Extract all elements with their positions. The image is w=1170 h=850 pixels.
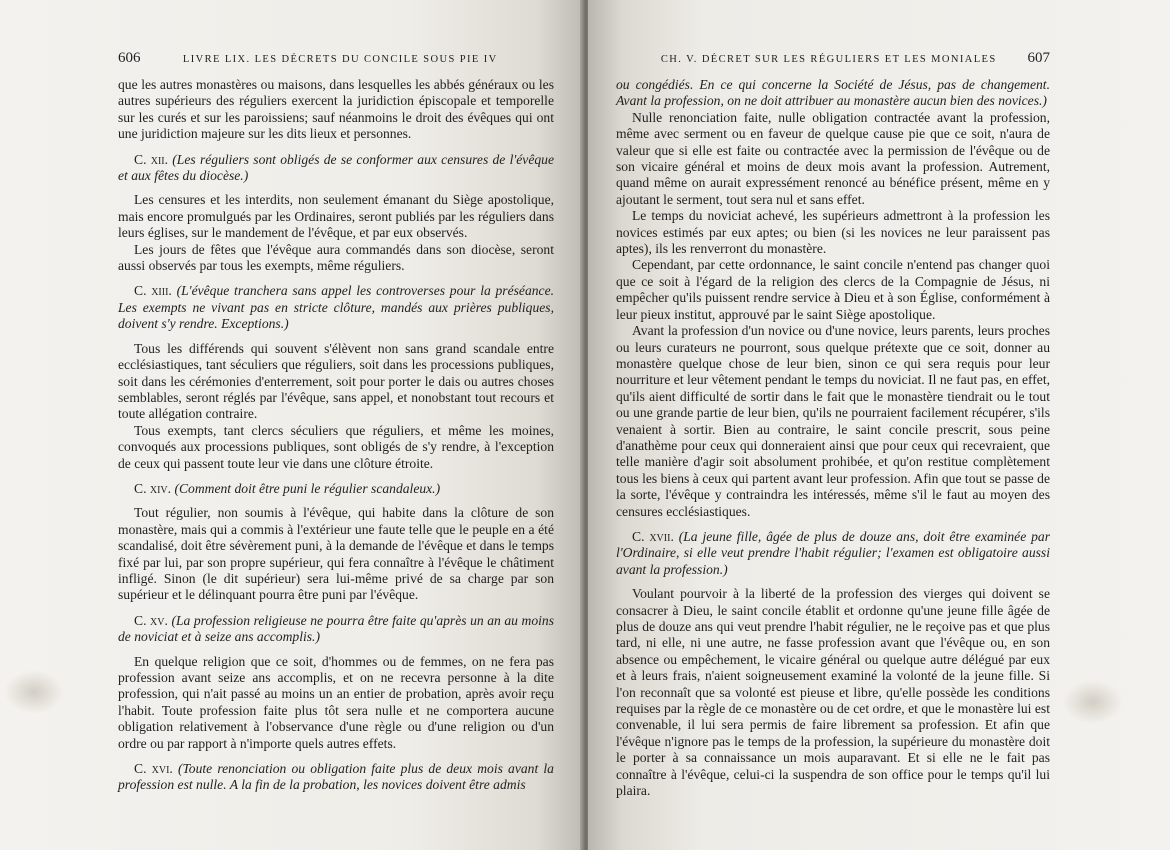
body-paragraph: Les jours de fêtes que l'évêque aura commandés dans son diocèse, seront aussi observés par tous les exempts, même réguliers. — [118, 241, 554, 274]
right-running-title: CH. V. DÉCRET SUR LES RÉGULIERS ET LES MONIALES — [660, 54, 997, 65]
left-page — [0, 0, 584, 850]
page-smudge — [4, 670, 64, 714]
canon-heading — [118, 761, 554, 794]
left-page-text — [118, 77, 554, 794]
page-smudge — [1063, 680, 1123, 724]
canon-number: C. xiii. — [134, 283, 172, 299]
canon-heading — [118, 613, 554, 646]
right-running-head — [616, 50, 1050, 67]
body-paragraph: Cependant, par cette ordonnance, le saint concile n'entend pas changer quoi que ce soit à l'égard de la religion des clercs de la Compagnie de Jésus, ni empêcher qu'ils puissent rendre service à Dieu et à son Église, conformément à leur pieux institut, approuvé par le saint Siège apostolique. — [616, 257, 1050, 322]
body-paragraph: Le temps du noviciat achevé, les supérieurs admettront à la profession les novices estimés par eux aptes; ou bien (si les novices ne leur paraissent pas aptes), ils les renverront du monastère. — [616, 208, 1050, 257]
body-paragraph: Avant la profession d'un novice ou d'une novice, leurs parents, leurs proches ou leurs curateurs ne pourront, sous quelque prétexte que ce soit, donner au monastère quelque chose de leur bien, sinon ce qui sera requis pour leur nourriture et leur vêtement pendant le temps du noviciat. Il ne faut pas, en effet, qu'ils aient difficulté de sortir dans le fait que le monastère tiendrait ou le tout ou une grande partie de leur bien, qu'ils ne pourraient facilement récupérer, s'ils venaient à sortir. Bien au contraire, le saint concile prescrit, sous peine d'anathème pour ceux qui donneraient ainsi que pour ceux qui recevraient, que telle manière d'agir soit absolument prohibée, et qu'on restitue complètement tous les biens à ceux qui partent avant leur profession. Afin que tout se passe de la sorte, l'évêque y contraindra les intéressés, même s'il le faut au moyen des censures ecclésiastiques. — [616, 323, 1050, 519]
continued-paragraph: que les autres monastères ou maisons, dans lesquelles les abbés généraux ou les autres supérieurs des réguliers exercent la juridiction épiscopale et temporelle sur les curés et sur les paroissiens; sauf néanmoins le droit des évêques qui ont une juridiction majeure sur les dits lieux et personnes. — [118, 77, 554, 142]
canon-title: (Toute renonciation ou obligation faite plus de deux mois avant la profession est nulle. A la fin de la probation, les novices doivent être admis — [118, 761, 554, 793]
canon-heading — [118, 481, 554, 497]
body-paragraph: En quelque religion que ce soit, d'hommes ou de femmes, on ne fera pas profession avant seize ans accomplis, et on ne recevra personne à la dite profession, qui n'ait passé au moins un an entier de probation, après avoir reçu l'habit. Toute profession faite plus tôt sera nulle et ne comportera aucune obligation relativement à l'observance d'une règle ou d'une religion ou d'un ordre ou par rapport à n'importe quels autres effets. — [118, 653, 554, 751]
canon-title: (Comment doit être puni le régulier scandaleux.) — [174, 480, 441, 496]
left-running-head — [118, 50, 554, 67]
canon-number: C. xvi. — [134, 761, 173, 777]
canon-heading — [118, 283, 554, 332]
body-paragraph: Voulant pourvoir à la liberté de la profession des vierges qui doivent se consacrer à Dieu, le saint concile établit et ordonne qu'une jeune fille âgée de plus de douze ans qui veut prendre l'habit régulier, ne le reçoive pas et que plus tard, ni elle, ni une autre, ne fasse profession avant que l'évêque ou, en son absence ou empêchement, le vicaire général ou quelque autre délégué par eux et à leurs frais, n'aient soigneusement examiné la volonté de la jeune fille. Si l'on reconnaît que sa volonté est pieuse et libre, qu'elle possède les conditions requises par la règle de ce monastère ou de cet ordre, et que le monastère lui est convenable, il lui sera permis de faire librement sa profession. Et afin que l'évêque n'ignore pas le temps de la profession, la supérieure du monastère doit le porter à sa connaissance un mois auparavant. Et si elle ne le fait pas connaître à l'évêque, celui-ci la suspendra de son office pour le temps qu'il lui plaira. — [616, 586, 1050, 799]
canon-heading — [118, 152, 554, 185]
right-page-number: 607 — [1027, 50, 1050, 66]
canon-title: (La jeune fille, âgée de plus de douze ans, doit être examinée par l'Ordinaire, si elle veut prendre l'habit régulier; l'examen est obligatoire aussi avant la profession.) — [616, 528, 1050, 577]
body-paragraph: Tous exempts, tant clercs séculiers que réguliers, et même les moines, convoqués aux processions publiques, sont obligés de s'y rendre, à l'exception de ceux qui passent toute leur vie dans une clôture étroite. — [118, 422, 554, 471]
left-page-number: 606 — [118, 50, 141, 66]
canon-title: (La profession religieuse ne pourra être faite qu'après un an au moins de noviciat et à seize ans accomplis.) — [118, 612, 554, 645]
right-page-text — [616, 77, 1050, 799]
left-running-title: LIVRE LIX. LES DÉCRETS DU CONCILE SOUS PIE IV — [182, 54, 498, 65]
continued-paragraph: ou congédiés. En ce qui concerne la Société de Jésus, pas de changement. Avant la profession, on ne doit attribuer au monastère aucun bien des novices.) — [616, 77, 1050, 109]
canon-number: C. xiv. — [134, 480, 172, 496]
canon-number: C. xv. — [134, 612, 168, 628]
body-paragraph: Tout régulier, non soumis à l'évêque, qui habite dans la clôture de son monastère, mais qui a commis à l'extérieur une faute telle que le peuple en a été scandalisé, doit être sévèrement puni, à la demande de l'évêque et dans le temps fixé par lui, par son propre supérieur, qui fera connaître à l'évêque le châtiment infligé. Sinon (le dit supérieur) sera lui-même privé de sa charge par son supérieur et le délinquant pourra être puni par l'évêque. — [118, 505, 554, 603]
canon-title: (Les réguliers sont obligés de se conformer aux censures de l'évêque et aux fêtes du diocèse.) — [118, 151, 554, 184]
canon-number: C. xvii. — [632, 528, 674, 544]
body-paragraph: Tous les différends qui souvent s'élèvent non sans grand scandale entre ecclésiastiques, tant séculiers que réguliers, soit dans les processions publiques, soit dans les cérémonies d'enterrement, soit pour porter le dais ou autres choses semblables, seront réglés par l'évêque, sans appel, et nonobstant tout recours et toute allégation contraire. — [118, 340, 554, 422]
canon-heading — [616, 529, 1050, 578]
canon-number: C. xii. — [134, 151, 169, 167]
canon-title: (L'évêque tranchera sans appel les controverses pour la préséance. Les exempts ne vivant pas en stricte clôture, mandés aux prières publiques, doivent s'y rendre. Exceptions.) — [118, 283, 555, 332]
right-page — [588, 0, 1170, 850]
body-paragraph: Les censures et les interdits, non seulement émanant du Siège apostolique, mais encore promulgués par les Ordinaires, seront publiés par les réguliers dans leurs églises, sur le mandement de l'évêque, et par eux observés. — [118, 192, 554, 241]
body-paragraph: Nulle renonciation faite, nulle obligation contractée avant la profession, même avec serment ou en faveur de quelque cause pie que ce soit, n'aura de valeur que si elle est faite ou contractée avec la permission de l'évêque ou de son vicaire général et moins de deux mois avant la profession. Autrement, quand même on aurait expressément renoncé au bénéfice présent, même en y ajoutant le serment, tout sera nul et sans effet. — [616, 109, 1050, 207]
